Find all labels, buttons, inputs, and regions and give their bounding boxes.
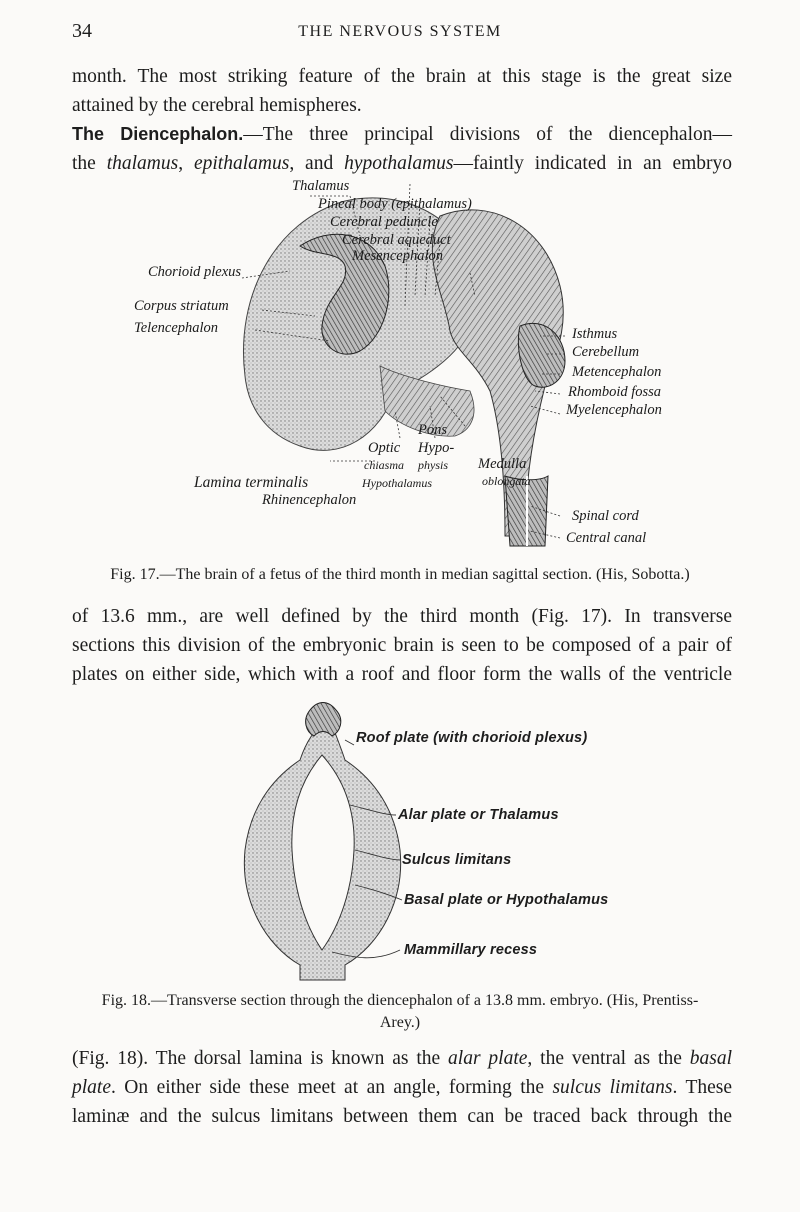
label-oblongata: oblongata [482, 474, 531, 488]
text-line [72, 1073, 732, 1102]
label-metencephalon: Metencephalon [572, 364, 662, 380]
section-heading: The Diencephalon. [72, 124, 244, 144]
label-optic: Optic [368, 440, 401, 456]
term-thalamus: thalamus [106, 153, 179, 174]
text-run: —The three principal divisions of the diencephalon— [243, 124, 732, 145]
label-cerebral-aqueduct: Cerebral aqueduct [342, 232, 451, 248]
text-line: plates on either side, which with a roof and floor form the walls of the ventricle [72, 664, 732, 685]
label-mesencephalon: Mesencephalon [352, 248, 443, 264]
text-run: , and [289, 153, 345, 174]
label-pons: Pons [418, 422, 447, 438]
text-line: attained by the cerebral hemispheres. [72, 95, 362, 116]
roof-plate-shape [306, 703, 341, 737]
label-physis: physis [418, 458, 448, 472]
label-basal-plate: Basal plate or Hypothalamus [404, 892, 609, 908]
figure-17-caption: Fig. 17.—The brain of a fetus of the third month in median sagittal section. (His, Sobotta.) [110, 566, 690, 583]
figure-18-caption [60, 990, 740, 1034]
term-plate: plate [72, 1077, 111, 1098]
figure-17 [0, 176, 800, 556]
caption-line: Arey.) [379, 1014, 421, 1031]
label-cerebellum: Cerebellum [572, 344, 640, 360]
term-basal: basal [689, 1048, 733, 1069]
label-rhomboid-fossa: Rhomboid fossa [568, 384, 662, 400]
label-hypothalamus: Hypothalamus [362, 476, 432, 490]
term-alar-plate: alar plate [448, 1048, 528, 1069]
text-line: month. The most striking feature of the brain at this stage is the great size [72, 66, 732, 87]
label-central-canal: Central canal [566, 530, 647, 546]
label-alar-plate: Alar plate or Thalamus [398, 807, 559, 823]
caption-line: Fig. 18.—Transverse section through the diencephalon of a 13.8 mm. embryo. (His, Prentiss- [101, 992, 699, 1009]
text-line: of 13.6 mm., are well defined by the third month (Fig. 17). In transverse [72, 606, 732, 627]
label-isthmus: Isthmus [572, 326, 618, 342]
paragraph-2 [72, 602, 732, 689]
label-hypo: Hypo- [418, 440, 455, 456]
label-roof-plate: Roof plate (with chorioid plexus) [356, 730, 588, 746]
term-sulcus-limitans: sulcus limitans [552, 1077, 673, 1098]
label-sulcus-limitans: Sulcus limitans [402, 852, 512, 868]
text-run: , the ventral as the [527, 1048, 690, 1069]
text-run: —faintly indicated in an embryo [453, 153, 733, 174]
text-line: laminæ and the sulcus limitans between them can be traced back through the [72, 1106, 732, 1127]
text-line [72, 1044, 732, 1073]
term-hypothalamus: hypothalamus [344, 153, 454, 174]
label-chiasma: chiasma [364, 458, 404, 472]
label-myelencephalon: Myelencephalon [566, 402, 662, 418]
label-spinal-cord: Spinal cord [572, 508, 639, 524]
term-epithalamus: epithalamus [193, 153, 290, 174]
text-run: (Fig. 18). The dorsal lamina is known as the [72, 1048, 449, 1069]
paragraph-1 [72, 62, 732, 178]
label-telencephalon: Telencephalon [134, 320, 219, 336]
text-line [72, 120, 732, 149]
text-run: the [72, 153, 107, 174]
label-medulla: Medulla [478, 456, 527, 472]
text-line [72, 149, 732, 178]
text-run: . On either side these meet at an angle, forming the [111, 1077, 553, 1098]
page-number: 34 [72, 20, 92, 42]
label-cerebral-peduncle: Cerebral peduncle [330, 214, 438, 230]
text-line: sections this division of the embryonic brain is seen to be composed of a pair of [72, 635, 732, 656]
figure-18 [0, 700, 800, 990]
text-run: . These [672, 1077, 732, 1098]
running-title: THE NERVOUS SYSTEM [298, 23, 502, 40]
paragraph-3 [72, 1044, 732, 1131]
label-chorioid-plexus: Chorioid plexus [148, 264, 242, 280]
label-pineal-body: Pineal body (epithalamus) [318, 196, 472, 212]
label-corpus-striatum: Corpus striatum [134, 298, 229, 314]
label-mammillary-recess: Mammillary recess [404, 942, 538, 958]
label-lamina-terminalis: Lamina terminalis [194, 474, 309, 491]
label-rhinencephalon: Rhinencephalon [262, 492, 357, 508]
text-run: , [178, 153, 194, 174]
label-thalamus: Thalamus [292, 178, 350, 194]
